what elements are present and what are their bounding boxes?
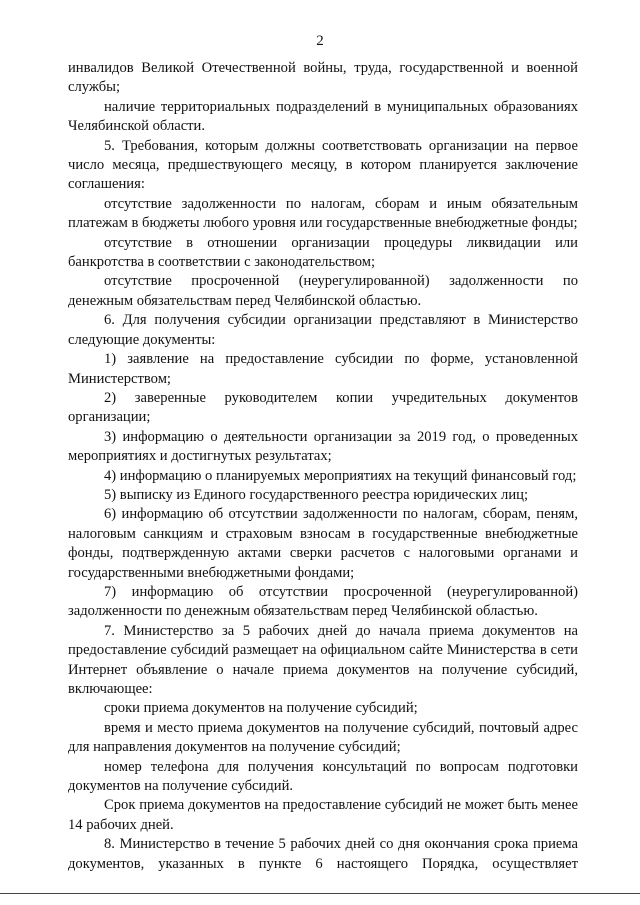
paragraph-item-7-deadlines: сроки приема документов на получение субсидий; [104,700,418,717]
document-body [68,59,578,874]
paragraph-item-6-7: 7) информацию об отсутствии просроченной (неурегулированной) задолженности по денежным обязательствам перед Челябинской областью. [68,583,578,620]
page-number: 2 [316,33,324,49]
paragraph-continuation: инвалидов Великой Отечественной войны, труда, государственной и военной службы; [68,60,578,96]
paragraph-item-6-5: 5) выписку из Единого государственного реестра юридических лиц; [104,486,529,503]
paragraph-item-8: 8. Министерство в течение 5 рабочих дней со дня окончания срока приема документов, указанных в пункте 6 настоящего Порядка, осуществляет [68,836,578,872]
paragraph-item-5: 5. Требования, которым должны соответствовать организации на первое число месяца, предшествующего месяцу, в котором планируется заключение соглашения: [68,137,578,193]
paragraph-territorial-units: наличие территориальных подразделений в муниципальных образованиях Челябинской области. [68,98,578,135]
paragraph-item-7: 7. Министерство за 5 рабочих дней до начала приема документов на предоставление субсидий размещает на официальном сайте Министерства в сети Интернет объявление о начале приема документов на получение субсидий, включающее: [68,622,578,697]
paragraph-item-6: 6. Для получения субсидии организации представляют в Министерство следующие документы: [68,312,578,348]
bottom-divider [0,893,640,894]
paragraph-item-6-3: 3) информацию о деятельности организации за 2019 год, о проведенных мероприятиях и достигнутых результатах; [68,428,578,465]
paragraph-item-6-1: 1) заявление на предоставление субсидии по форме, установленной Министерством; [68,351,578,387]
paragraph-item-7-place: время и место приема документов на получение субсидий, почтовый адрес для направления документов на получение субсидий; [68,719,578,756]
paragraph-item-6-2: 2) заверенные руководителем копии учредительных документов организации; [68,389,578,426]
paragraph-item-6-6: 6) информацию об отсутствии задолженности по налогам, сборам, пеням, налоговым санкциям и страховым взносам в государственные внебюджетные фонды, подтвержденную актами сверки расчетов с налоговыми органами и государственными внебюджетными фондами; [68,506,578,581]
paragraph-no-tax-debt: отсутствие задолженности по налогам, сборам и иным обязательным платежам в бюджеты любого уровня или государственные внебюджетные фонды; [68,195,578,232]
paragraph-item-7-phone: номер телефона для получения консультаций по вопросам подготовки документов на получение субсидий. [68,758,578,795]
paragraph-acceptance-period: Срок приема документов на предоставление субсидий не может быть менее 14 рабочих дней. [68,797,578,833]
paragraph-item-6-4: 4) информацию о планируемых мероприятиях на текущий финансовый год; [104,467,577,484]
paragraph-no-overdue-debt: отсутствие просроченной (неурегулированной) задолженности по денежным обязательствам перед Челябинской областью. [68,273,578,309]
paragraph-no-liquidation: отсутствие в отношении организации процедуры ликвидации или банкротства в соответствии с законодательством; [68,234,578,271]
